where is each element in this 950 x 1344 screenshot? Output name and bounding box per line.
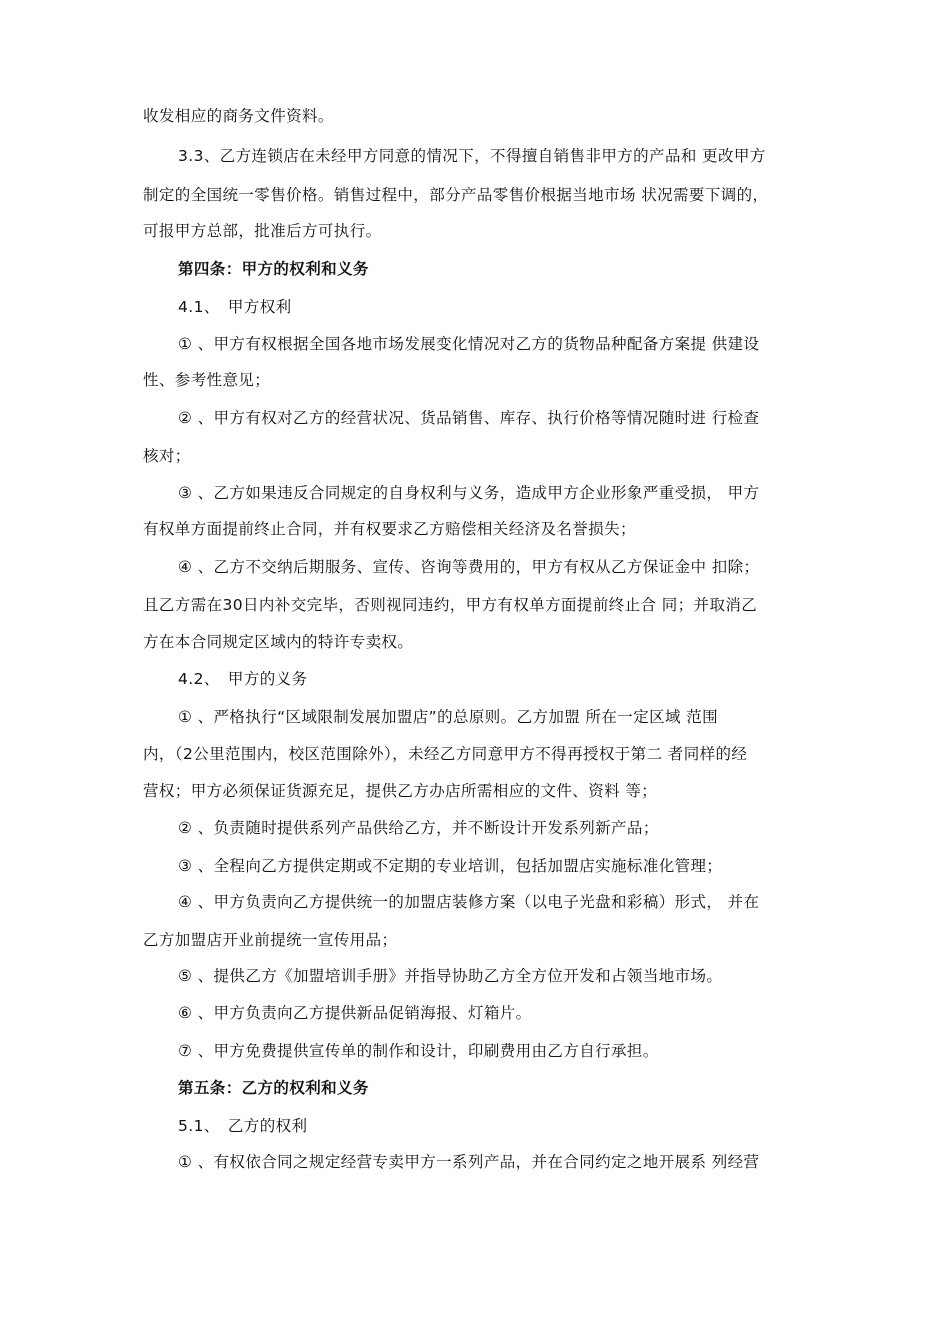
- section-heading: 第五条：乙方的权利和义务: [178, 1079, 369, 1097]
- list-item: ④ 、甲方负责向乙方提供统一的加盟店装修方案（以电子光盘和彩稿）形式， 并在: [178, 893, 760, 911]
- subsection-heading: 4.1、 甲方权利: [178, 298, 292, 316]
- paragraph-line: 性、参考性意见；: [143, 371, 271, 389]
- section-heading: 第四条：甲方的权利和义务: [178, 260, 369, 278]
- paragraph-line: 收发相应的商务文件资料。: [143, 107, 334, 125]
- paragraph-line: 且乙方需在30日内补交完毕，否则视同违约，甲方有权单方面提前终止合 同；并取消乙: [143, 596, 758, 614]
- paragraph-line: 营权；甲方必须保证货源充足，提供乙方办店所需相应的文件、资料 等；: [143, 782, 658, 800]
- list-item: ① 、甲方有权根据全国各地市场发展变化情况对乙方的货物品种配备方案提 供建设: [178, 335, 760, 353]
- list-item: ③ 、乙方如果违反合同规定的自身权利与义务，造成甲方企业形象严重受损， 甲方: [178, 484, 760, 502]
- paragraph-line: 方在本合同规定区域内的特许专卖权。: [143, 633, 414, 651]
- list-item: ⑥ 、甲方负责向乙方提供新品促销海报、灯箱片。: [178, 1004, 532, 1022]
- paragraph-line: 核对；: [143, 447, 191, 465]
- list-item: ⑤ 、提供乙方《加盟培训手册》并指导协助乙方全方位开发和占领当地市场。: [178, 967, 723, 985]
- paragraph-line: 可报甲方总部，批准后方可执行。: [143, 222, 382, 240]
- paragraph-line: 有权单方面提前终止合同，并有权要求乙方赔偿相关经济及名誉损失；: [143, 520, 636, 538]
- paragraph-line: 制定的全国统一零售价格。销售过程中，部分产品零售价根据当地市场 状况需要下调的，: [143, 186, 769, 204]
- paragraph-line: 内，（2公里范围内，校区范围除外），未经乙方同意甲方不得再授权于第二 者同样的经: [143, 745, 748, 763]
- subsection-heading: 4.2、 甲方的义务: [178, 670, 308, 688]
- list-item: ④ 、乙方不交纳后期服务、宣传、咨询等费用的，甲方有权从乙方保证金中 扣除；: [178, 558, 760, 576]
- paragraph-line: 3.3、乙方连锁店在未经甲方同意的情况下，不得擅自销售非甲方的产品和 更改甲方: [178, 147, 766, 165]
- subsection-heading: 5.1、 乙方的权利: [178, 1117, 308, 1135]
- paragraph-line: 乙方加盟店开业前提统一宣传用品；: [143, 931, 398, 949]
- list-item: ② 、甲方有权对乙方的经营状况、货品销售、库存、执行价格等情况随时进 行检查: [178, 409, 760, 427]
- list-item: ③ 、全程向乙方提供定期或不定期的专业培训，包括加盟店实施标准化管理；: [178, 857, 723, 875]
- list-item: ① 、严格执行“区域限制发展加盟店”的总原则。乙方加盟 所在一定区域 范围: [178, 708, 719, 726]
- list-item: ① 、有权依合同之规定经营专卖甲方一系列产品，并在合同约定之地开展系 列经营: [178, 1153, 760, 1171]
- list-item: ⑦ 、甲方免费提供宣传单的制作和设计，印刷费用由乙方自行承担。: [178, 1042, 659, 1060]
- list-item: ② 、负责随时提供系列产品供给乙方，并不断设计开发系列新产品；: [178, 819, 659, 837]
